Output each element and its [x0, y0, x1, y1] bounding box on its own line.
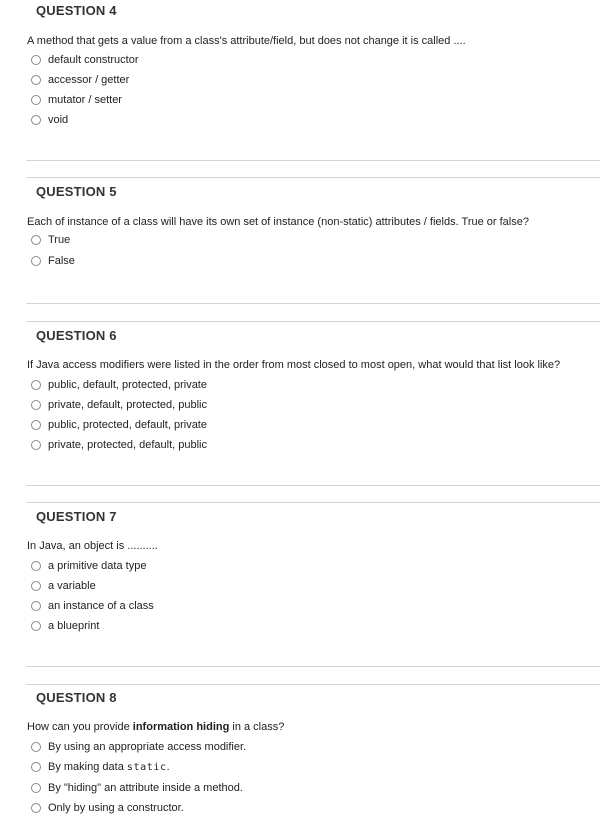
- answer-option[interactable]: False: [31, 254, 75, 268]
- question-title: QUESTION 8: [36, 690, 117, 705]
- question-text: In Java, an object is ..........: [27, 540, 158, 552]
- radio-button-icon[interactable]: [31, 762, 41, 772]
- answer-option[interactable]: public, protected, default, private: [31, 418, 207, 432]
- radio-button-icon[interactable]: [31, 783, 41, 793]
- radio-button-icon[interactable]: [31, 581, 41, 591]
- answer-option[interactable]: mutator / setter: [31, 93, 122, 107]
- answer-option[interactable]: private, default, protected, public: [31, 398, 207, 412]
- question-text: A method that gets a value from a class's attribute/field, but does not change it is called ....: [27, 35, 466, 47]
- divider: [26, 177, 600, 178]
- answer-option[interactable]: Only by using a constructor.: [31, 801, 184, 815]
- divider: [26, 303, 600, 304]
- question-text: If Java access modifiers were listed in the order from most closed to most open, what would that list look like?: [27, 359, 561, 371]
- answer-option[interactable]: a primitive data type: [31, 559, 146, 573]
- radio-button-icon[interactable]: [31, 420, 41, 430]
- question-text: How can you provide information hiding in a class?: [27, 721, 285, 733]
- radio-button-icon[interactable]: [31, 256, 41, 266]
- radio-button-icon[interactable]: [31, 235, 41, 245]
- divider: [26, 684, 600, 685]
- question-title: QUESTION 6: [36, 328, 117, 343]
- answer-option[interactable]: void: [31, 113, 68, 127]
- radio-button-icon[interactable]: [31, 561, 41, 571]
- radio-button-icon[interactable]: [31, 115, 41, 125]
- bold-emphasis: information hiding: [132, 721, 230, 733]
- divider: [26, 666, 600, 667]
- answer-option[interactable]: True: [31, 233, 70, 247]
- question-text: Each of instance of a class will have its own set of instance (non-static) attributes / fields. True or false?: [27, 216, 529, 228]
- answer-option[interactable]: default constructor: [31, 53, 139, 67]
- question-title: QUESTION 7: [36, 509, 117, 524]
- radio-button-icon[interactable]: [31, 742, 41, 752]
- divider: [26, 502, 600, 503]
- radio-button-icon[interactable]: [31, 621, 41, 631]
- divider: [26, 321, 600, 322]
- divider: [26, 160, 600, 161]
- answer-option[interactable]: a blueprint: [31, 619, 99, 633]
- question-title: QUESTION 4: [36, 3, 117, 18]
- code-text: static: [126, 762, 167, 773]
- answer-option[interactable]: private, protected, default, public: [31, 438, 207, 452]
- question-title: QUESTION 5: [36, 184, 117, 199]
- answer-option[interactable]: accessor / getter: [31, 73, 129, 87]
- radio-button-icon[interactable]: [31, 55, 41, 65]
- radio-button-icon[interactable]: [31, 440, 41, 450]
- answer-option[interactable]: By using an appropriate access modifier.: [31, 740, 246, 754]
- radio-button-icon[interactable]: [31, 601, 41, 611]
- divider: [26, 485, 600, 486]
- answer-option[interactable]: a variable: [31, 579, 96, 593]
- radio-button-icon[interactable]: [31, 95, 41, 105]
- radio-button-icon[interactable]: [31, 400, 41, 410]
- answer-option[interactable]: an instance of a class: [31, 599, 154, 613]
- radio-button-icon[interactable]: [31, 803, 41, 813]
- radio-button-icon[interactable]: [31, 380, 41, 390]
- answer-option[interactable]: By "hiding" an attribute inside a method.: [31, 781, 243, 795]
- radio-button-icon[interactable]: [31, 75, 41, 85]
- answer-option[interactable]: public, default, protected, private: [31, 378, 207, 392]
- answer-option[interactable]: By making data static.: [31, 760, 170, 774]
